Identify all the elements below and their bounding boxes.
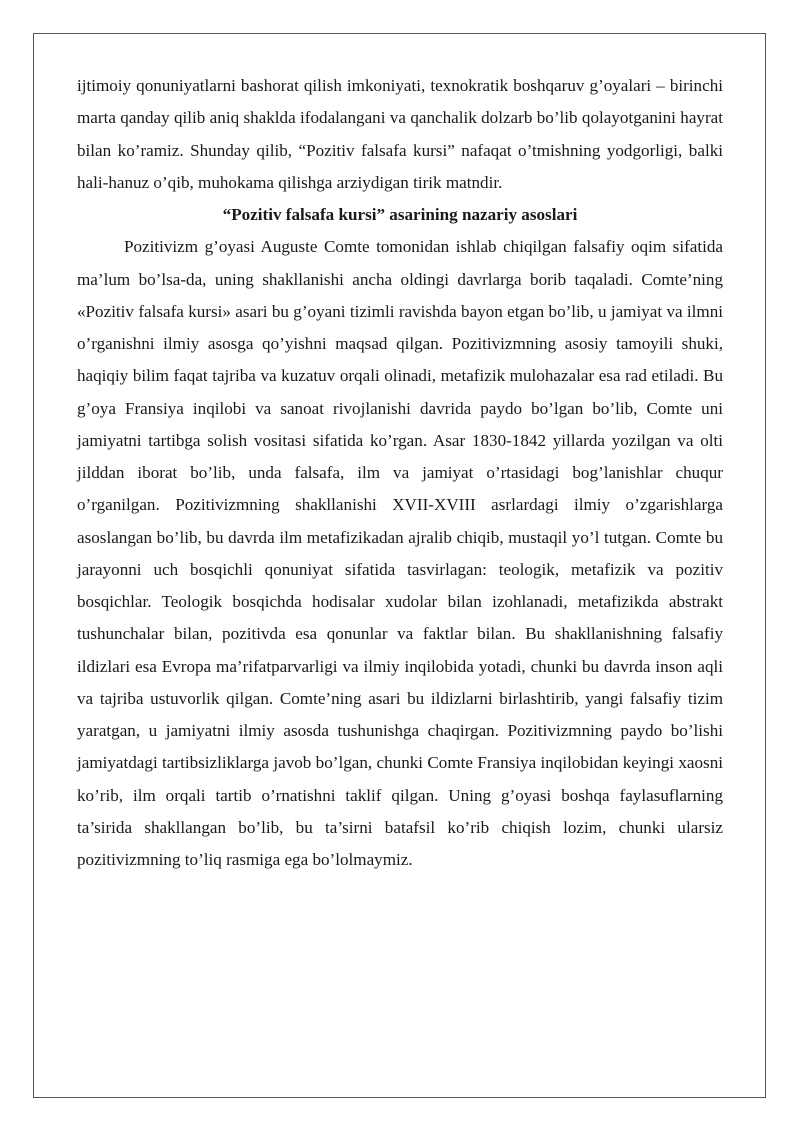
document-body: [77, 70, 723, 876]
main-paragraph: Pozitivizm g’oyasi Auguste Comte tomonidan ishlab chiqilgan falsafiy oqim sifatida ma’lum bo’lsa-da, uning shakllanishi ancha oldingi davrlarga borib taqaladi. Comte’ning «Pozitiv falsafa kursi» asari bu g’oyani tizimli ravishda bayon etgan bo’lib, u jamiyat va ilmni o’rganishni ilmiy asosga qo’yishni maqsad qilgan. Pozitivizmning asosiy tamoyili shuki, haqiqiy bilim faqat tajriba va kuzatuv orqali olinadi, metafizik mulohazalar esa rad etiladi. Bu g’oya Fransiya inqilobi va sanoat rivojlanishi davrida paydo bo’lgan bo’lib, Comte uni jamiyatni tartibga solish vositasi sifatida ko’rgan. Asar 1830-1842 yillarda yozilgan va olti jilddan iborat bo’lib, unda falsafa, ilm va jamiyat o’rtasidagi bog’lanishlar chuqur o’rganilgan. Pozitivizmning shakllanishi XVII-XVIII asrlardagi ilmiy o’zgarishlarga asoslangan bo’lib, bu davrda ilm metafizikadan ajralib chiqib, mustaqil yo’l tutgan. Comte bu jarayonni uch bosqichli qonuniyat sifatida tasvirlagan: teologik, metafizik va pozitiv bosqichlar. Teologik bosqichda hodisalar xudolar bilan izohlanadi, metafizikda abstrakt tushunchalar bilan, pozitivda esa qonunlar va faktlar bilan. Bu shakllanishning falsafiy ildizlari esa Evropa ma’rifatparvarligi va ilmiy inqilobida yotadi, chunki bu davrda inson aqli va tajriba ustuvorlik qilgan. Comte’ning asari bu ildizlarni birlashtirib, yangi falsafiy tizim yaratgan, u jamiyatni ilmiy asosda tushunishga chaqirgan. Pozitivizmning paydo bo’lishi jamiyatdagi tartibsizliklarga javob bo’lgan, chunki Comte Fransiya inqilobidan keyingi xaosni ko’rib, ilm orqali tartib o’rnatishni taklif qilgan. Uning g’oyasi boshqa faylasuflarning ta’sirida shakllangan bo’lib, bu ta’sirni batafsil ko’rib chiqish lozim, chunki ularsiz pozitivizmning to’liq rasmiga ega bo’lolmaymiz.: [77, 237, 723, 869]
intro-paragraph: ijtimoiy qonuniyatlarni bashorat qilish imkoniyati, texnokratik boshqaruv g’oyalari – birinchi marta qanday qilib aniq shaklda ifodalangani va qanchalik dolzarb bo’lib qolayotganini hayrat bilan ko’ramiz. Shunday qilib, “Pozitiv falsafa kursi” nafaqat o’tmishning yodgorligi, balki hali-hanuz o’qib, muhokama qilishga arziydigan tirik matndir.: [77, 76, 723, 192]
section-heading: “Pozitiv falsafa kursi” asarining nazariy asoslari: [222, 205, 578, 224]
